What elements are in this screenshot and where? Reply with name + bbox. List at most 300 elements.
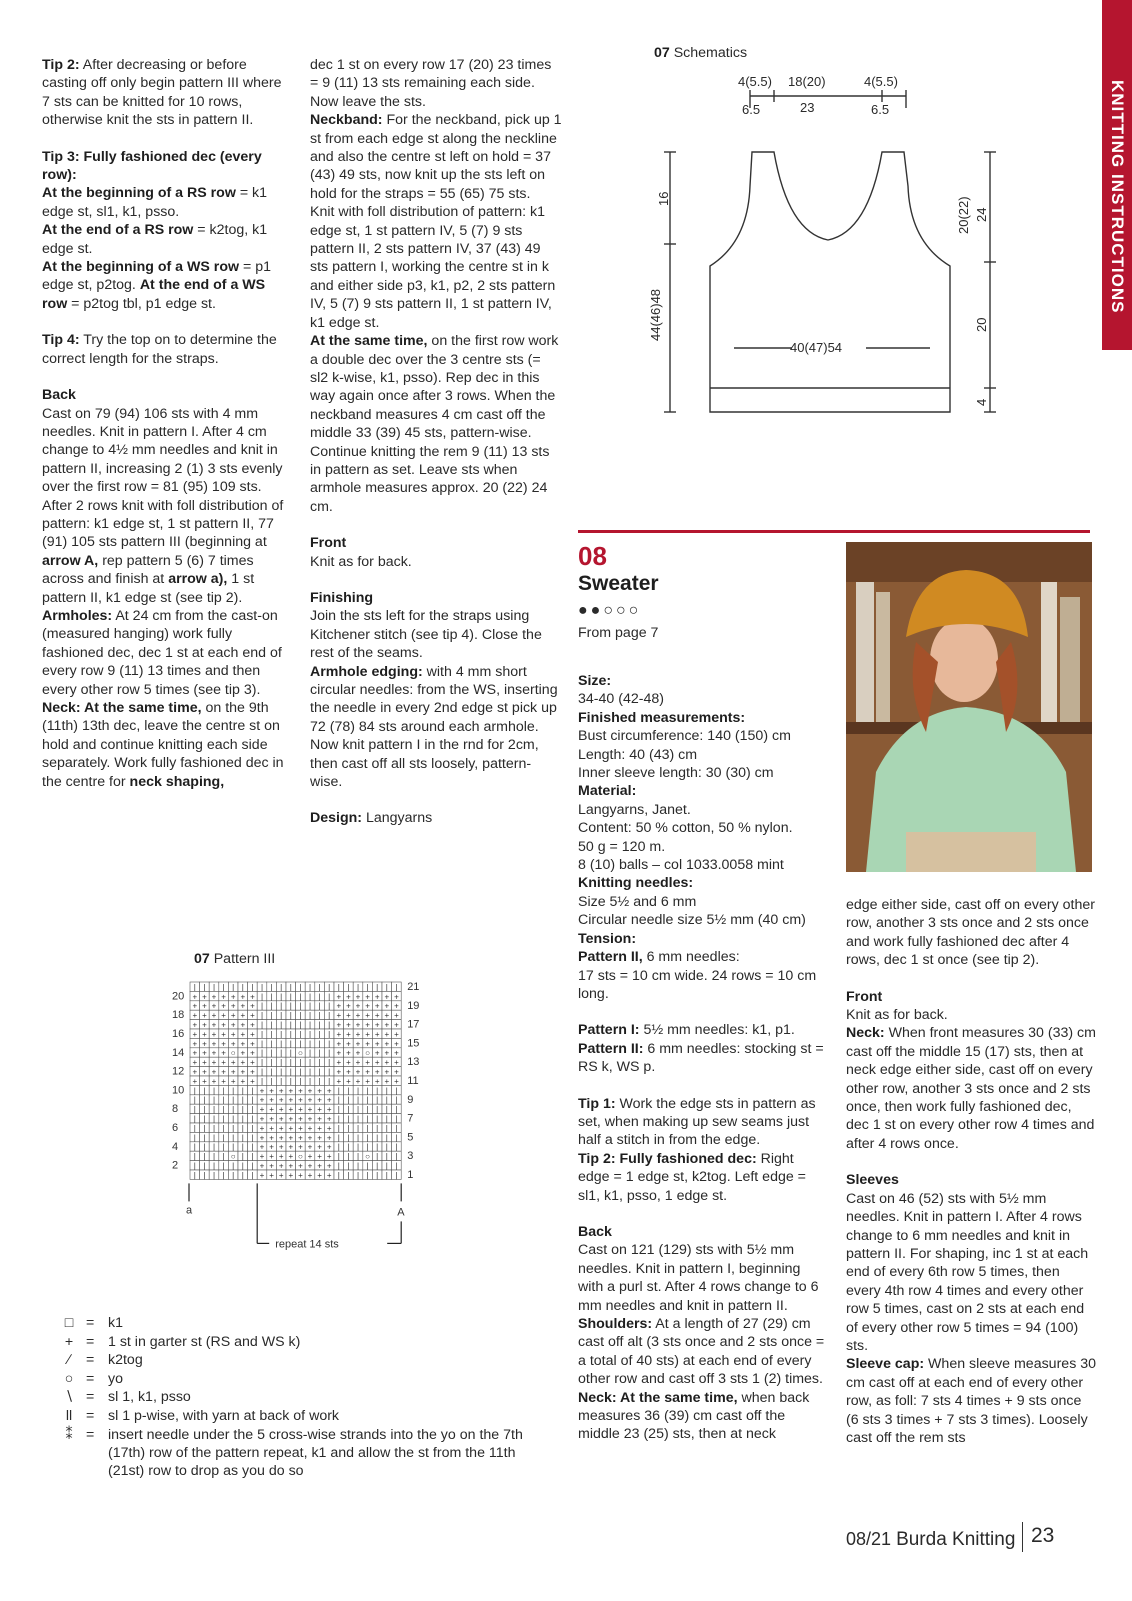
chart-symbol: | bbox=[289, 1011, 292, 1021]
paragraph bbox=[846, 1171, 1096, 1189]
chart-symbol: | bbox=[318, 1029, 321, 1039]
bold-run: Sleeve cap: bbox=[846, 1356, 925, 1373]
chart-symbol: | bbox=[193, 1086, 196, 1096]
legend-symbol: ll bbox=[65, 1408, 73, 1424]
chart-symbol: + bbox=[192, 1020, 198, 1030]
chart-symbol: + bbox=[355, 1058, 361, 1068]
dim-right-4: 4 bbox=[974, 398, 989, 406]
text-run: Try the top on to determine the correct length for the straps. bbox=[42, 332, 277, 367]
chart-symbol: + bbox=[336, 1076, 342, 1086]
text-run: Knit as for back. bbox=[310, 553, 412, 570]
chart-symbol: + bbox=[336, 1048, 342, 1058]
arrow-a-label: a bbox=[186, 1204, 193, 1217]
chart-symbol: | bbox=[251, 1133, 254, 1143]
chart-symbol: + bbox=[230, 1029, 236, 1039]
paragraph-gap bbox=[310, 516, 562, 534]
text-run: After 2 rows knit with foll distribution of pattern: k1 edge st, 1 st pattern II, 77 (91) 105 sts pattern III (beginning at bbox=[42, 497, 284, 551]
chart-symbol: + bbox=[346, 1020, 351, 1030]
paragraph bbox=[42, 148, 290, 185]
chart-symbol: + bbox=[374, 1076, 380, 1086]
chart-symbol: + bbox=[230, 992, 236, 1002]
chart-symbol: | bbox=[337, 982, 340, 992]
chart-symbol: + bbox=[394, 1020, 399, 1030]
row-number-right: 21 bbox=[407, 981, 420, 993]
chart-symbol: | bbox=[337, 1105, 340, 1115]
chart-symbol: | bbox=[222, 1123, 225, 1133]
bold-run: At the same time, bbox=[310, 333, 428, 350]
chart-symbol: + bbox=[250, 1020, 255, 1030]
chart-symbol: | bbox=[347, 1114, 350, 1124]
chart-symbol: | bbox=[260, 1039, 264, 1049]
paragraph-gap bbox=[846, 970, 1096, 988]
chart-symbol: | bbox=[366, 1123, 369, 1133]
text-run: Content: 50 % cotton, 50 % nylon. bbox=[578, 820, 793, 837]
paragraph bbox=[42, 331, 290, 368]
chart-symbol: | bbox=[280, 1029, 283, 1039]
chart-symbol: | bbox=[251, 1095, 254, 1105]
row-number-right: 11 bbox=[407, 1075, 419, 1087]
dim-sub-left: 6.5 bbox=[742, 102, 761, 117]
magazine-name: Burda Knitting bbox=[896, 1529, 1016, 1550]
chart-symbol: | bbox=[395, 1114, 398, 1124]
bold-run: At the beginning of a RS row bbox=[42, 185, 236, 202]
chart-symbol: | bbox=[203, 1086, 206, 1096]
paragraph bbox=[42, 405, 290, 497]
text-run: Langyarns bbox=[362, 810, 433, 827]
chart-symbol: | bbox=[299, 1039, 302, 1049]
chart-symbol: | bbox=[347, 1133, 350, 1143]
chart-symbol: | bbox=[299, 1076, 302, 1086]
chart-symbol: + bbox=[365, 1020, 370, 1030]
chart-symbol: | bbox=[212, 1170, 216, 1180]
chart-symbol: | bbox=[385, 1086, 388, 1096]
paragraph-gap bbox=[578, 1205, 828, 1223]
chart-symbol: | bbox=[251, 1105, 254, 1115]
text-run: = p1 edge st, p2tog. bbox=[42, 259, 271, 294]
chart-symbol: + bbox=[307, 1123, 313, 1133]
legend-equals: = bbox=[86, 1389, 95, 1406]
chart-symbol: + bbox=[250, 1067, 255, 1077]
chart-symbol: | bbox=[366, 1095, 369, 1105]
chart-symbol: | bbox=[318, 1001, 321, 1011]
chart-symbol: | bbox=[280, 992, 283, 1002]
chart-symbol: + bbox=[384, 1001, 390, 1011]
chart-symbol: + bbox=[250, 1011, 255, 1021]
chart-symbol: | bbox=[308, 982, 312, 992]
bold-run: Tip 2: Fully fashioned dec: bbox=[578, 1150, 757, 1167]
chart-symbol: | bbox=[270, 1076, 273, 1086]
paragraph bbox=[42, 386, 290, 404]
legend-symbol: ∕ bbox=[67, 1352, 71, 1369]
text-run: 6 mm needles: bbox=[642, 949, 740, 966]
text-run: Length: 40 (43) cm bbox=[578, 746, 698, 763]
paragraph-gap bbox=[578, 1003, 828, 1021]
chart-symbol: + bbox=[202, 1011, 207, 1021]
chart-symbol: | bbox=[203, 1133, 206, 1143]
chart-symbol: | bbox=[308, 1011, 312, 1021]
chart-symbol: | bbox=[328, 1067, 331, 1077]
bold-run: Pattern II, bbox=[578, 949, 643, 966]
chart-symbol: + bbox=[298, 1170, 303, 1180]
chart-symbol: + bbox=[221, 1067, 226, 1077]
chart-symbol: + bbox=[307, 1086, 313, 1096]
chart-symbol: + bbox=[394, 1001, 399, 1011]
chart-symbol: + bbox=[221, 1029, 226, 1039]
bold-run: Neckband: bbox=[310, 112, 383, 129]
chart-symbol: + bbox=[278, 1161, 284, 1171]
paragraph-gap bbox=[42, 130, 290, 148]
chart-symbol: + bbox=[192, 1039, 198, 1049]
chart-symbol: | bbox=[260, 1029, 264, 1039]
text-run: At 24 cm from the cast-on (measured hanging) work fully fashioned dec, dec 1 st at each end of every row 9 (11) 13 times and then every other row 5 times (see tip 3). bbox=[42, 607, 282, 698]
chart-symbol: | bbox=[280, 1076, 283, 1086]
chart-symbol: + bbox=[336, 1011, 342, 1021]
paragraph bbox=[310, 111, 562, 203]
chart-symbol: + bbox=[259, 1170, 265, 1180]
chart-symbol: | bbox=[280, 1058, 283, 1068]
chart-symbol: + bbox=[317, 1152, 322, 1162]
chart-symbol: | bbox=[366, 982, 369, 992]
paragraph bbox=[578, 1315, 828, 1389]
chart-symbol: | bbox=[222, 1161, 225, 1171]
chart-symbol: + bbox=[355, 1020, 361, 1030]
chart-symbol: | bbox=[212, 1123, 216, 1133]
chart-symbol: + bbox=[298, 1123, 303, 1133]
chart-symbol: | bbox=[385, 1114, 388, 1124]
paragraph bbox=[42, 258, 290, 313]
chart-symbol: | bbox=[356, 1152, 360, 1162]
chart-symbol: | bbox=[366, 1133, 369, 1143]
chart-symbol: + bbox=[298, 1142, 303, 1152]
bold-run: arrow a), bbox=[168, 571, 228, 588]
chart-symbol: + bbox=[250, 1076, 255, 1086]
text-run: 34-40 (42-48) bbox=[578, 691, 664, 708]
chart-symbol: + bbox=[211, 992, 217, 1002]
paragraph bbox=[578, 727, 828, 745]
row-number-left: 20 bbox=[172, 990, 185, 1003]
chart-symbol: + bbox=[346, 1039, 351, 1049]
legend-text: 1 st in garter st (RS and WS k) bbox=[108, 1333, 301, 1350]
chart-symbol: + bbox=[240, 992, 246, 1002]
chart-symbol: | bbox=[318, 1020, 321, 1030]
chart-symbol: + bbox=[278, 1170, 284, 1180]
chart-symbol: + bbox=[259, 1105, 265, 1115]
chart-symbol: | bbox=[395, 1123, 398, 1133]
chart-symbol: | bbox=[337, 1123, 340, 1133]
side-tab-label: KNITTING INSTRUCTIONS bbox=[1108, 80, 1127, 314]
chart-symbol: | bbox=[260, 1020, 264, 1030]
chart-symbol: + bbox=[278, 1105, 284, 1115]
chart-symbol: + bbox=[259, 1161, 265, 1171]
chart-symbol: + bbox=[365, 1011, 370, 1021]
chart-symbol: + bbox=[259, 1095, 265, 1105]
chart-symbol: | bbox=[376, 1095, 379, 1105]
chart-symbol: | bbox=[318, 1067, 321, 1077]
paragraph bbox=[578, 709, 828, 727]
paragraph bbox=[578, 911, 828, 929]
chart-symbol: | bbox=[308, 1001, 312, 1011]
chart-symbol: | bbox=[222, 1133, 225, 1143]
row-number-left: 10 bbox=[172, 1084, 185, 1097]
chart-symbol: | bbox=[308, 992, 312, 1002]
paragraph bbox=[310, 332, 562, 516]
chart-symbol: | bbox=[376, 1086, 379, 1096]
pattern-chart bbox=[170, 968, 440, 1264]
chart-symbol: | bbox=[203, 1152, 206, 1162]
paragraph bbox=[42, 497, 290, 607]
schematic-caption-number: 07 bbox=[654, 45, 670, 61]
chart-symbol: + bbox=[394, 1058, 399, 1068]
paragraph bbox=[310, 553, 562, 571]
paragraph bbox=[578, 893, 828, 911]
chart-symbol: | bbox=[232, 1123, 235, 1133]
chart-symbol: + bbox=[384, 1058, 390, 1068]
chart-symbol: | bbox=[212, 982, 216, 992]
paragraph bbox=[578, 1241, 828, 1315]
chart-symbol: | bbox=[318, 1048, 321, 1058]
paragraph bbox=[578, 690, 828, 708]
chart-symbol: + bbox=[394, 1011, 399, 1021]
chart-symbol: + bbox=[288, 1142, 294, 1152]
dim-top-left: 4(5.5) bbox=[738, 74, 772, 89]
text-run: Work the edge sts in pattern as set, when making up sew seams just half a stitch in from the edge. bbox=[578, 1095, 816, 1149]
chart-symbol: | bbox=[232, 1161, 235, 1171]
chart-symbol: | bbox=[308, 1058, 312, 1068]
chart-symbol: + bbox=[336, 1058, 342, 1068]
top-outline bbox=[710, 152, 950, 412]
chart-symbol: + bbox=[374, 1067, 380, 1077]
chart-symbol: + bbox=[278, 1142, 284, 1152]
chart-symbol: + bbox=[384, 1048, 390, 1058]
paragraph-gap bbox=[42, 313, 290, 331]
chart-symbol: + bbox=[288, 1133, 294, 1143]
chart-symbol: + bbox=[336, 1067, 342, 1077]
chart-symbol: + bbox=[192, 1076, 198, 1086]
text-run: Bust circumference: 140 (150) cm bbox=[578, 728, 791, 745]
chart-symbol: + bbox=[346, 1029, 351, 1039]
chart-symbol: + bbox=[298, 1105, 303, 1115]
chart-symbol: + bbox=[298, 1114, 303, 1124]
page-footer bbox=[846, 1524, 1055, 1550]
chart-symbol: | bbox=[376, 1161, 379, 1171]
paragraph-gap bbox=[846, 1153, 1096, 1171]
chart-symbol: | bbox=[308, 1020, 312, 1030]
issue-number: 08/21 bbox=[846, 1529, 892, 1549]
chart-symbol: + bbox=[298, 1095, 303, 1105]
chart-symbol: | bbox=[289, 982, 292, 992]
legend-symbol: + bbox=[64, 1333, 74, 1350]
chart-symbol: | bbox=[385, 1152, 388, 1162]
paragraph bbox=[578, 1150, 828, 1205]
chart-symbol: | bbox=[212, 1105, 216, 1115]
chart-symbol: | bbox=[203, 1161, 206, 1171]
chart-symbol: + bbox=[269, 1152, 274, 1162]
chart-symbol: + bbox=[240, 1076, 246, 1086]
row-number-left: 14 bbox=[172, 1046, 185, 1059]
sweater-photo bbox=[846, 542, 1092, 872]
chart-symbol: | bbox=[337, 1142, 340, 1152]
chart-symbol: | bbox=[395, 1105, 398, 1115]
chart-symbol: + bbox=[346, 1067, 351, 1077]
dim-left-16: 16 bbox=[656, 191, 671, 206]
paragraph bbox=[42, 184, 290, 221]
chart-symbol: + bbox=[336, 992, 342, 1002]
chart-symbol: | bbox=[356, 1114, 360, 1124]
chart-symbol: + bbox=[202, 1076, 207, 1086]
chart-symbol: | bbox=[193, 1142, 196, 1152]
chart-symbol: + bbox=[365, 1067, 370, 1077]
chart-symbol: + bbox=[384, 1020, 390, 1030]
section-side-tab bbox=[1102, 0, 1132, 350]
chart-symbol: + bbox=[317, 1133, 322, 1143]
paragraph bbox=[42, 699, 290, 791]
paragraph-gap bbox=[42, 368, 290, 386]
chart-symbol: ○ bbox=[230, 1048, 236, 1058]
chart-symbol: | bbox=[356, 1105, 360, 1115]
chart-symbol: | bbox=[347, 1095, 350, 1105]
text-run: Cast on 121 (129) sts with 5½ mm needles. Knit in pattern I, beginning with a purl st. After 4 rows change to 6 mm needles and knit in pattern II. bbox=[578, 1242, 819, 1314]
chart-symbol: | bbox=[193, 1152, 196, 1162]
instructions-column-4 bbox=[846, 896, 1096, 1447]
text-run: When sleeve measures 30 cm cast off at each end of every other row, as foll: 7 sts 4 times + 9 sts once (6 sts 3 times + 7 sts 3 times). Loosely cast off the rem sts bbox=[846, 1356, 1097, 1446]
dim-right-24: 24 bbox=[974, 207, 989, 222]
chart-symbol: | bbox=[385, 982, 388, 992]
row-number-right: 13 bbox=[407, 1056, 420, 1069]
repeat-label: repeat 14 sts bbox=[275, 1238, 339, 1251]
chart-symbol: + bbox=[346, 1058, 351, 1068]
chart-symbol: + bbox=[202, 1048, 207, 1058]
chart-symbol: | bbox=[289, 1029, 292, 1039]
text-run: Knit as for back. bbox=[846, 1007, 948, 1024]
chart-symbol: | bbox=[193, 1095, 196, 1105]
chart-symbol: | bbox=[280, 1048, 283, 1058]
chart-symbol: | bbox=[385, 1105, 388, 1115]
chart-symbol: + bbox=[384, 1076, 390, 1086]
text-run: rep pattern 5 (6) 7 times across and finish at bbox=[42, 552, 254, 588]
row-number-left: 8 bbox=[172, 1103, 179, 1116]
chart-symbol: | bbox=[260, 1011, 264, 1021]
paragraph-gap bbox=[578, 1077, 828, 1095]
chart-caption-number: 07 bbox=[194, 951, 210, 967]
chart-symbol: + bbox=[288, 1161, 294, 1171]
chart-symbol: | bbox=[212, 1095, 216, 1105]
chart-symbol: | bbox=[270, 1020, 273, 1030]
bold-run: Tip 4: bbox=[42, 332, 80, 349]
chart-symbol: + bbox=[384, 1011, 390, 1021]
chart-symbol: + bbox=[221, 1011, 226, 1021]
chart-symbol: | bbox=[395, 982, 398, 992]
chart-symbol: | bbox=[270, 1039, 273, 1049]
paragraph bbox=[578, 967, 828, 1004]
chart-symbol: | bbox=[203, 1114, 206, 1124]
chart-symbol: + bbox=[221, 1039, 226, 1049]
legend-text: sl 1, k1, psso bbox=[108, 1389, 191, 1406]
chart-symbol: | bbox=[232, 1170, 235, 1180]
section-title: Sweater bbox=[578, 572, 659, 595]
bold-run: Armhole edging: bbox=[310, 663, 423, 680]
paragraph bbox=[310, 203, 562, 332]
chart-symbol: | bbox=[328, 1048, 331, 1058]
bold-run: Tension: bbox=[578, 930, 637, 947]
chart-symbol: | bbox=[347, 1170, 350, 1180]
row-number-right: 15 bbox=[407, 1037, 420, 1050]
chart-symbol: + bbox=[355, 1076, 361, 1086]
chart-symbol: | bbox=[356, 1086, 360, 1096]
chart-symbol: + bbox=[192, 992, 198, 1002]
text-run: Langyarns, Janet. bbox=[578, 801, 691, 818]
bold-run: Front bbox=[310, 535, 347, 552]
paragraph bbox=[578, 764, 828, 782]
chart-symbol: + bbox=[394, 1067, 399, 1077]
chart-symbol: + bbox=[307, 1142, 313, 1152]
chart-symbol: | bbox=[356, 982, 360, 992]
chart-symbol: + bbox=[192, 1001, 198, 1011]
row-number-right: 19 bbox=[407, 999, 420, 1012]
legend-text: k2tog bbox=[108, 1352, 143, 1369]
chart-symbol: + bbox=[230, 1058, 236, 1068]
chart-symbol: + bbox=[374, 992, 380, 1002]
chart-symbol: | bbox=[251, 1170, 254, 1180]
chart-symbol: + bbox=[317, 1123, 322, 1133]
bold-run: arrow A, bbox=[42, 552, 99, 569]
bold-run: Finished measurements: bbox=[578, 709, 746, 726]
chart-symbol: | bbox=[251, 1114, 254, 1124]
chart-symbol: + bbox=[288, 1114, 294, 1124]
chart-symbol: + bbox=[374, 1039, 380, 1049]
paragraph bbox=[846, 988, 1096, 1006]
paragraph bbox=[310, 56, 562, 111]
text-run: Cast on 79 (94) 106 sts with 4 mm needles. Knit in pattern I. After 4 cm change to 4½ mm needles and knit in pattern II, increasing 2 (1) 3 sts evenly over the first row = 81 (95) 109 sts. bbox=[42, 405, 283, 496]
chart-symbol: | bbox=[222, 1105, 225, 1115]
legend-symbol: ∖ bbox=[64, 1389, 74, 1406]
text-run: with 4 mm short circular needles: from the WS, inserting the needle in every 2nd edge st pick up 72 (78) 84 sts around each armhole. Now knit pattern I in the rnd for 2cm, then cast off all sts loosely, pattern-wise. bbox=[310, 663, 558, 791]
row-number-left: 16 bbox=[172, 1028, 185, 1040]
chart-symbol: | bbox=[385, 1161, 388, 1171]
legend-equals: = bbox=[86, 1408, 95, 1424]
chart-symbol: + bbox=[317, 1095, 322, 1105]
bold-run: Front bbox=[846, 988, 883, 1005]
dim-width: 40(47)54 bbox=[790, 340, 843, 355]
chart-symbol: + bbox=[230, 1001, 236, 1011]
chart-symbol: | bbox=[241, 1152, 244, 1162]
chart-symbol: + bbox=[326, 1161, 332, 1171]
text-run: Circular needle size 5½ mm (40 cm) bbox=[578, 912, 806, 929]
section-divider bbox=[578, 530, 1090, 533]
chart-symbol: + bbox=[355, 1039, 361, 1049]
chart-symbol: | bbox=[222, 1142, 225, 1152]
chart-symbol: | bbox=[395, 1095, 398, 1105]
chart-symbol: | bbox=[366, 1086, 369, 1096]
chart-symbol: + bbox=[365, 1001, 370, 1011]
text-run: 6 mm needles: stocking st = RS k, WS p. bbox=[578, 1040, 824, 1076]
paragraph-gap bbox=[310, 791, 562, 809]
schematic-drawing bbox=[640, 66, 1040, 426]
chart-symbol: + bbox=[365, 992, 370, 1002]
chart-symbol: + bbox=[346, 1001, 351, 1011]
chart-symbol: + bbox=[336, 1020, 342, 1030]
chart-symbol: + bbox=[211, 1029, 217, 1039]
chart-symbol: + bbox=[326, 1170, 332, 1180]
paragraph bbox=[42, 607, 290, 699]
chart-symbol: | bbox=[241, 1142, 244, 1152]
chart-symbol: | bbox=[328, 1076, 331, 1086]
chart-symbol: + bbox=[211, 1011, 217, 1021]
text-run: Size 5½ and 6 mm bbox=[578, 893, 697, 910]
text-run: Join the sts left for the straps using Kitchener stitch (see tip 4). Close the rest of the seams. bbox=[310, 608, 542, 662]
chart-symbol: | bbox=[212, 1114, 216, 1124]
chart-symbol: + bbox=[374, 1020, 380, 1030]
paragraph bbox=[578, 1021, 828, 1039]
